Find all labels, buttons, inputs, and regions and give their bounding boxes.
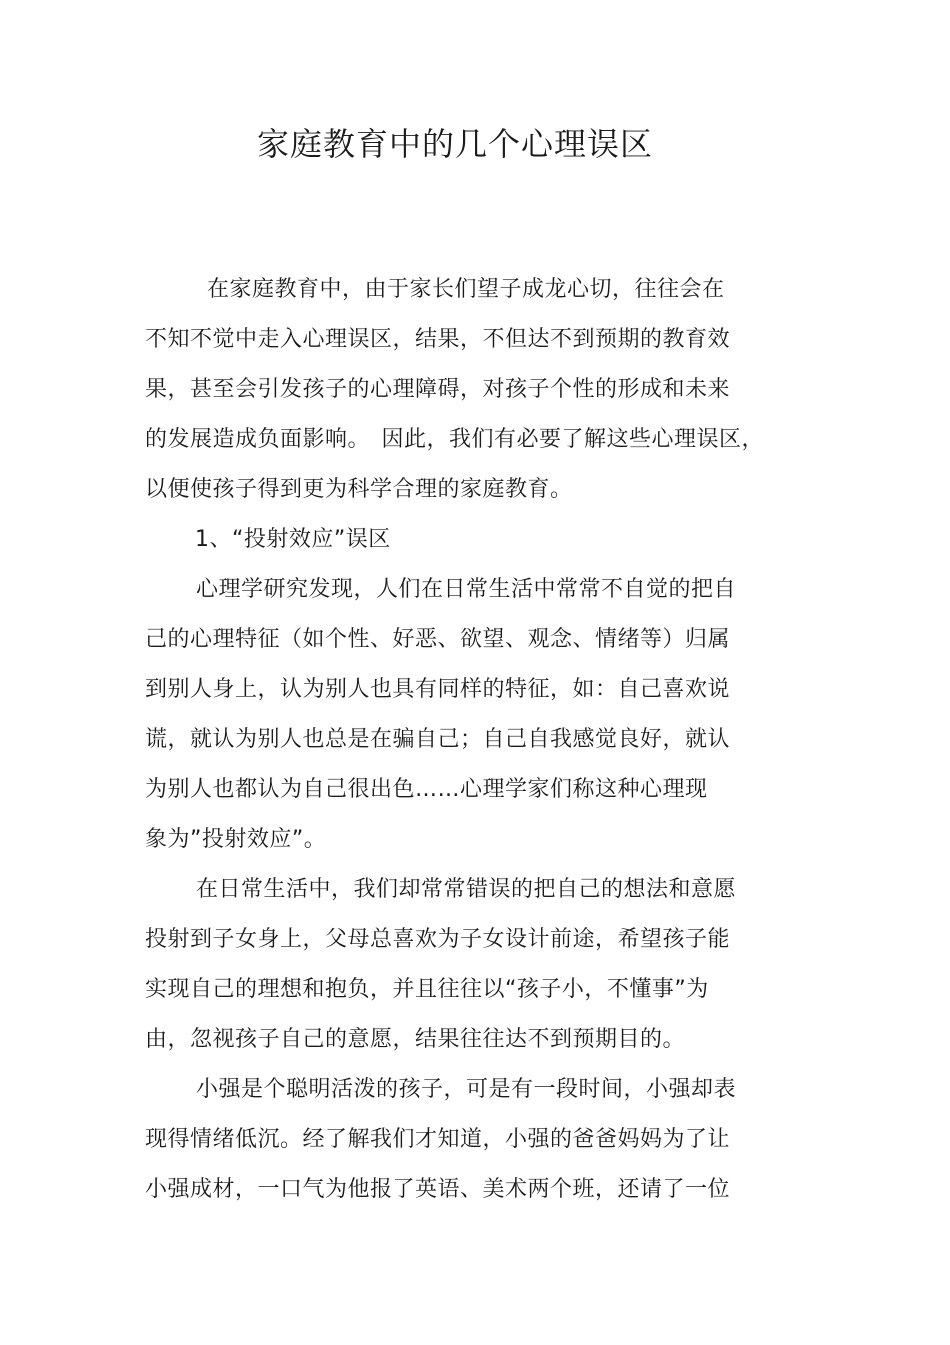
paragraph-line: 果，甚至会引发孩子的心理障碍，对孩子个性的形成和未来 bbox=[145, 377, 731, 402]
paragraph-line: 在日常生活中，我们却常常错误的把自己的想法和意愿 bbox=[196, 877, 737, 902]
paragraph-line: 小强是个聪明活泼的孩子，可是有一段时间，小强却表 bbox=[196, 1077, 737, 1102]
paragraph-line: 为别人也都认为自己很出色……心理学家们称这种心理现 bbox=[145, 777, 708, 802]
paragraph-line: 象为”投射效应”。 bbox=[145, 827, 327, 852]
paragraph-line: 小强成材，一口气为他报了英语、美术两个班，还请了一位 bbox=[145, 1177, 731, 1202]
paragraph-line: 谎，就认为别人也总是在骗自己；自己自我感觉良好，就认 bbox=[145, 727, 731, 752]
paragraph-line: 实现自己的理想和抱负，并且往往以“孩子小，不懂事”为 bbox=[145, 977, 709, 1002]
paragraph-line: 投射到子女身上，父母总喜欢为子女设计前途，希望孩子能 bbox=[145, 927, 731, 952]
paragraph-line: 的发展造成负面影响。 因此，我们有必要了解这些心理误区， bbox=[145, 427, 765, 452]
document-title: 家庭教育中的几个心理误区 bbox=[256, 125, 653, 163]
paragraph-line: 以便使孩子得到更为科学合理的家庭教育。 bbox=[145, 477, 573, 502]
paragraph-line: 在家庭教育中，由于家长们望子成龙心切，往往会在 bbox=[207, 277, 725, 302]
section-heading: 1、“投射效应”误区 bbox=[195, 527, 391, 552]
paragraph-line: 由，忽视孩子自己的意愿，结果往往达不到预期目的。 bbox=[145, 1027, 686, 1052]
paragraph-line: 心理学研究发现，人们在日常生活中常常不自觉的把自 bbox=[196, 577, 737, 602]
paragraph-line: 不知不觉中走入心理误区，结果，不但达不到预期的教育效 bbox=[145, 327, 731, 352]
paragraph-line: 己的心理特征（如个性、好恶、欲望、观念、情绪等）归属 bbox=[145, 627, 731, 652]
paragraph-line: 到别人身上，认为别人也具有同样的特征，如：自己喜欢说 bbox=[145, 677, 731, 702]
paragraph-line: 现得情绪低沉。经了解我们才知道，小强的爸爸妈妈为了让 bbox=[145, 1127, 731, 1152]
